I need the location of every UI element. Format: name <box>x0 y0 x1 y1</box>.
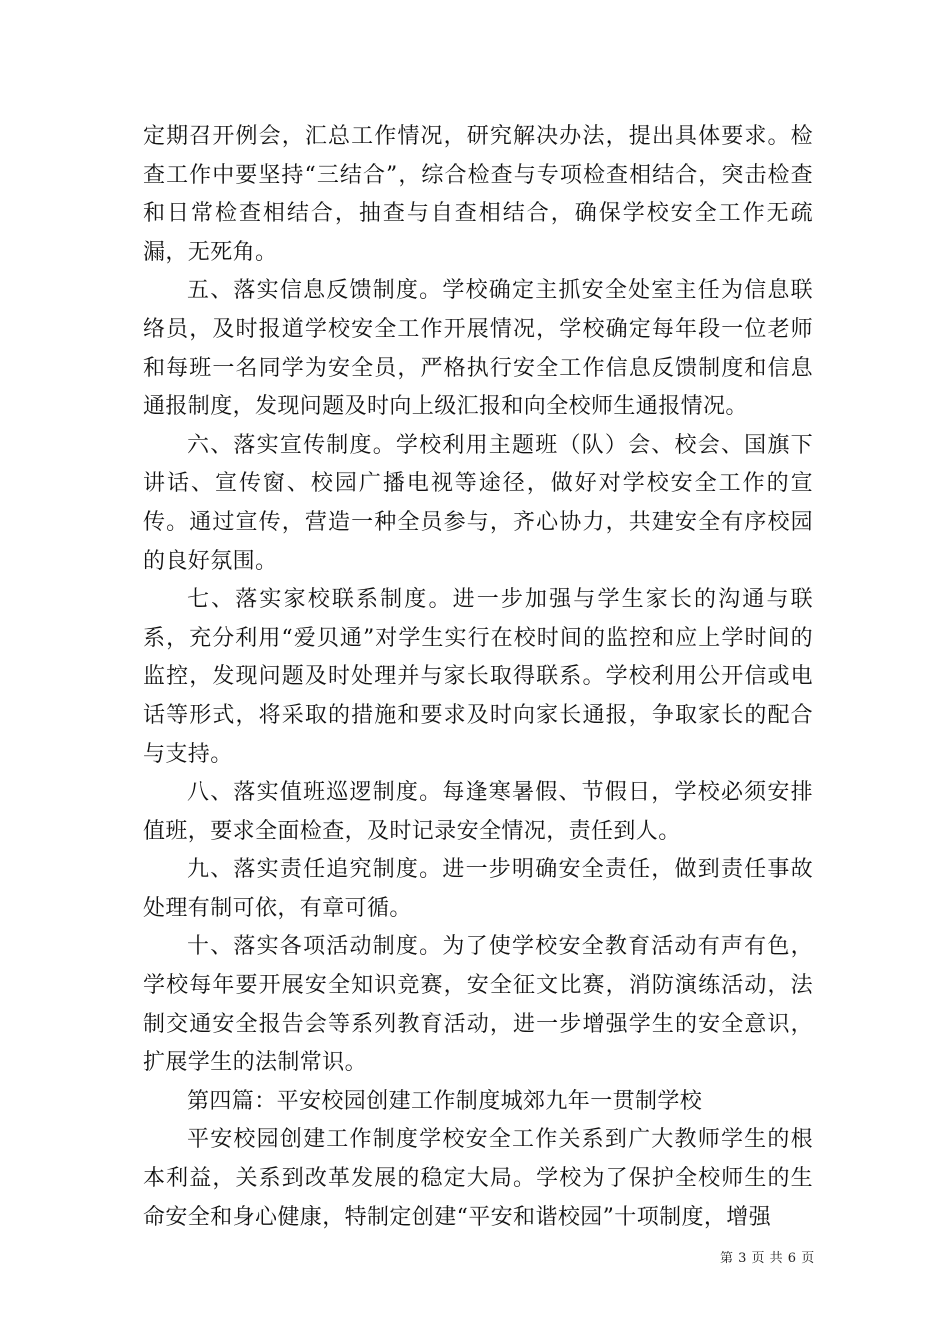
paragraph-7: 十、落实各项活动制度。为了使学校安全教育活动有声有色，学校每年要开展安全知识竞赛，安全征文比赛，消防演练活动，法制交通安全报告会等系列教育活动，进一步增强学生的安全意识，扩展学生的法制常识。 <box>143 934 813 1076</box>
paragraph-6: 九、落实责任追究制度。进一步明确安全责任，做到责任事故处理有制可依，有章可循。 <box>143 857 813 921</box>
section-heading: 第四篇：平安校园创建工作制度城郊九年一贯制学校 <box>187 1088 703 1114</box>
paragraph-4: 七、落实家校联系制度。进一步加强与学生家长的沟通与联系，充分利用“爱贝通”对学生实行在校时间的监控和应上学时间的监控，发现问题及时处理并与家长取得联系。学校利用公开信或电话等形式，将采取的措施和要求及时向家长通报，争取家长的配合与支持。 <box>143 587 813 767</box>
paragraph-2: 五、落实信息反馈制度。学校确定主抓安全处室主任为信息联络员，及时报道学校安全工作开展情况，学校确定每年段一位老师和每班一名同学为安全员，严格执行安全工作信息反馈制度和信息通报制度，发现问题及时向上级汇报和向全校师生通报情况。 <box>143 278 813 420</box>
page-number: 第 3 页 共 6 页 <box>720 1251 815 1266</box>
paragraph-3: 六、落实宣传制度。学校利用主题班（队）会、校会、国旗下讲话、宣传窗、校园广播电视等途径，做好对学校安全工作的宣传。通过宣传，营造一种全员参与，齐心协力，共建安全有序校园的良好氛围。 <box>143 432 813 574</box>
paragraph-8: 平安校园创建工作制度学校安全工作关系到广大教师学生的根本利益，关系到改革发展的稳定大局。学校为了保护全校师生的生命安全和身心健康，特制定创建“平安和谐校园”十项制度，增强 <box>143 1127 813 1230</box>
paragraph-1: 定期召开例会，汇总工作情况，研究解决办法，提出具体要求。检查工作中要坚持“三结合”，综合检查与专项检查相结合，突击检查和日常检查相结合，抽查与自查相结合，确保学校安全工作无疏漏，无死角。 <box>143 124 813 265</box>
document-body <box>143 118 813 1237</box>
paragraph-5: 八、落实值班巡逻制度。每逢寒暑假、节假日，学校必须安排值班，要求全面检查，及时记录安全情况，责任到人。 <box>143 780 813 844</box>
